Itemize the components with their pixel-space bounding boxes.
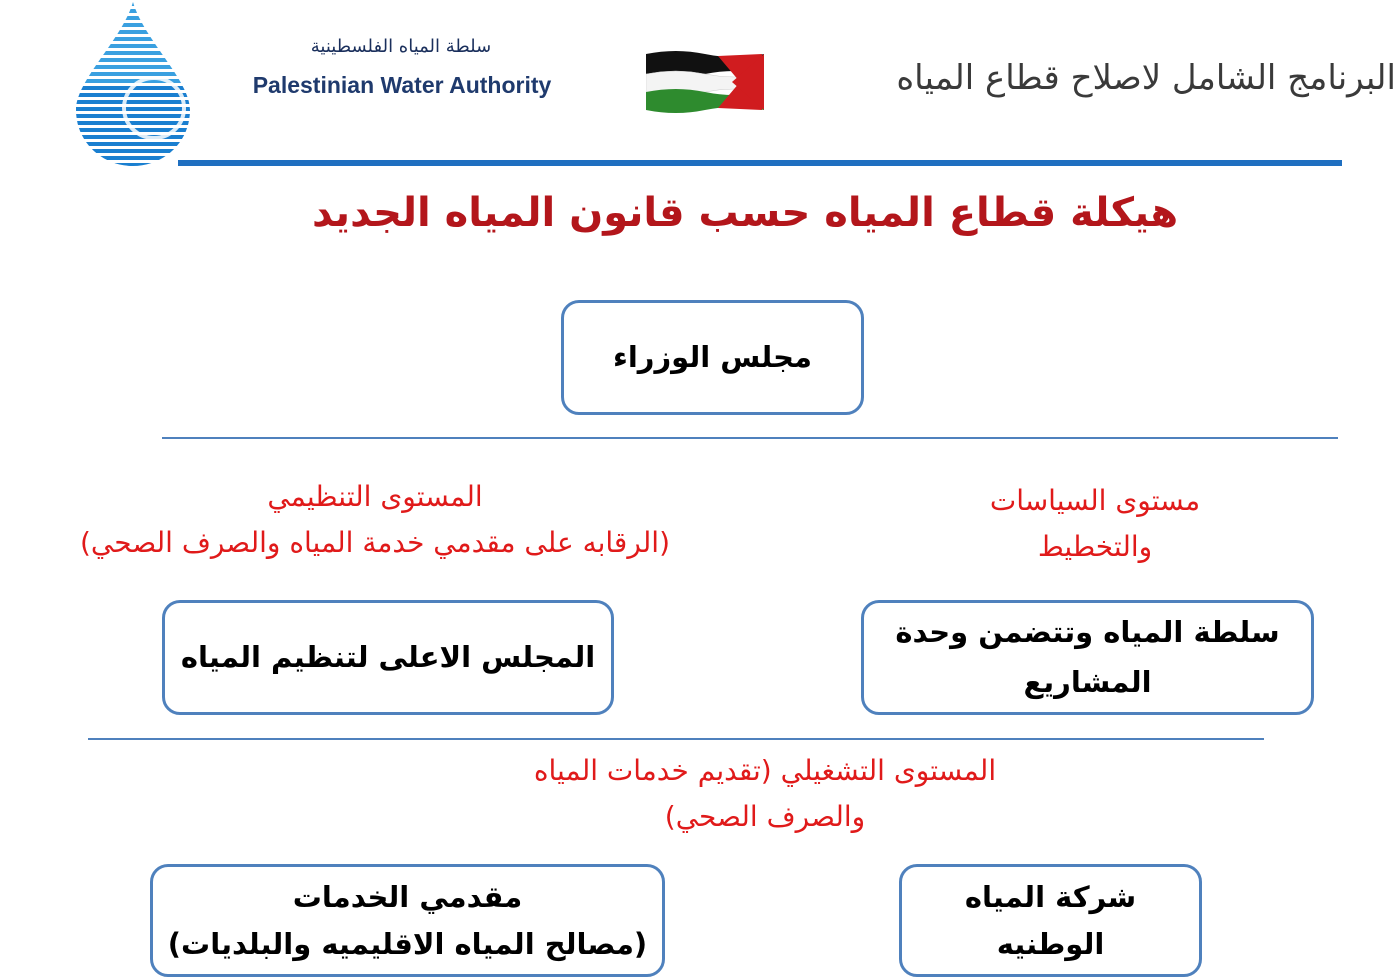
council-of-ministers-box [561, 300, 864, 415]
program-title: البرنامج الشامل لاصلاح قطاع المياه [896, 58, 1396, 98]
palestine-flag-icon [646, 48, 764, 114]
service-providers-line2: (مصالح المياه الاقليميه والبلديات) [167, 926, 648, 961]
operational-level-line2: والصرف الصحي) [664, 800, 866, 834]
logo-stripe [72, 149, 194, 153]
logo-stripe [72, 30, 194, 34]
logo-stripe [72, 37, 194, 41]
logo-stripe [72, 121, 194, 125]
divider-line-2 [88, 738, 1264, 740]
national-company-line2: الوطنيه [996, 926, 1105, 961]
water-authority-line2: المشاريع [1023, 664, 1152, 699]
logo-stripe [72, 93, 194, 97]
org-name-english: Palestinian Water Authority [252, 72, 552, 98]
logo-stripe [72, 142, 194, 146]
water-drop-logo-icon [72, 0, 194, 168]
logo-stripe [72, 44, 194, 48]
logo-stripe [72, 163, 194, 167]
policy-level-line1: مستوى السياسات [989, 484, 1201, 517]
logo-stripe [72, 16, 194, 20]
logo-stripe [72, 79, 194, 83]
national-company-line1: شركة المياه [964, 880, 1137, 915]
divider-line-1 [162, 437, 1338, 439]
national-water-company-box [899, 864, 1202, 977]
council-of-ministers-label: مجلس الوزراء [613, 340, 812, 375]
regulatory-level-line1: المستوى التنظيمي [267, 480, 483, 513]
service-providers-box [150, 864, 665, 977]
operational-level-label [440, 748, 1090, 840]
operational-level-line1: المستوى التشغيلي (تقديم خدمات المياه [533, 754, 997, 787]
logo-stripe [72, 72, 194, 76]
regulatory-level-label [20, 474, 730, 566]
header-divider [178, 160, 1342, 166]
org-name-arabic: سلطة المياه الفلسطينية [310, 36, 492, 57]
policy-level-line2: والتخطيط [1037, 530, 1153, 564]
water-authority-line1: سلطة المياه وتتضمن وحدة [895, 615, 1280, 650]
regulatory-council-box [162, 600, 614, 715]
regulatory-level-line2: (الرقابه على مقدمي خدمة المياه والصرف الصحي) [80, 526, 670, 560]
logo-stripe [72, 135, 194, 139]
logo-stripe [72, 58, 194, 62]
logo-stripe [72, 100, 194, 104]
diagram-title: هيكلة قطاع المياه حسب قانون المياه الجديد [311, 190, 1179, 236]
regulatory-council-label: المجلس الاعلى لتنظيم المياه [180, 640, 596, 675]
logo-stripe [72, 156, 194, 160]
policy-level-label [930, 478, 1260, 570]
service-providers-line1: مقدمي الخدمات [292, 880, 523, 915]
logo-stripe [72, 51, 194, 55]
water-authority-box [861, 600, 1314, 715]
logo-stripe [72, 114, 194, 118]
logo-stripe [72, 65, 194, 69]
logo-stripe [72, 107, 194, 111]
logo-stripe [72, 23, 194, 27]
logo-stripe [72, 2, 194, 6]
logo-stripe [72, 9, 194, 13]
